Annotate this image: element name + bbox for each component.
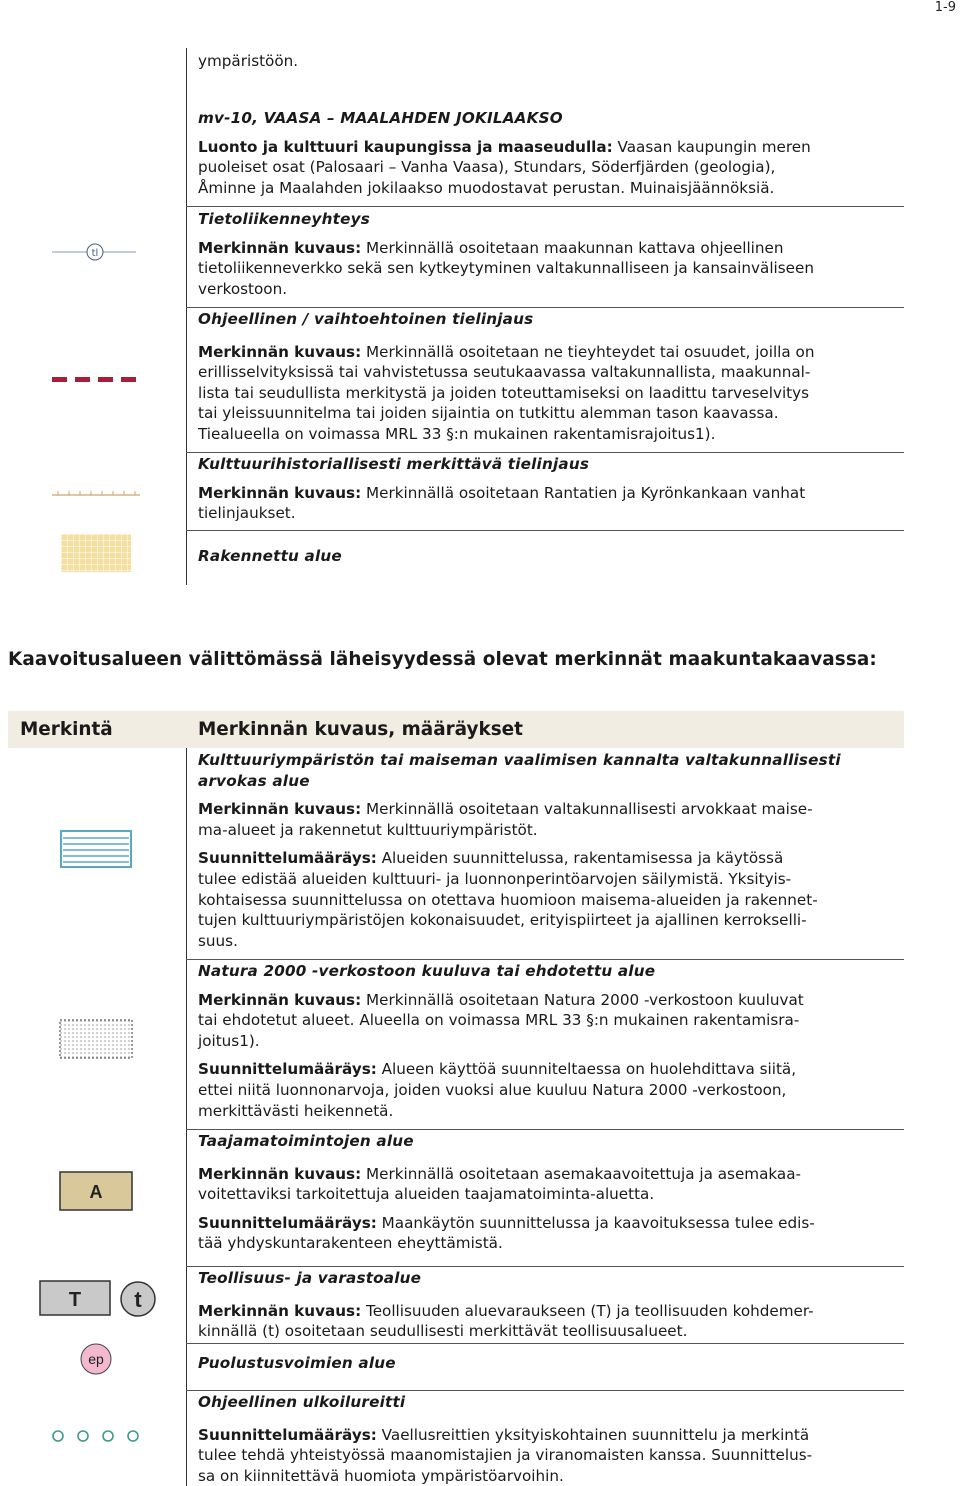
desc-line-2: ma-alueet ja rakennetut kulttuuriympäristöt.: [198, 820, 538, 839]
reg-line-2: tää yhdyskuntarakenteen eheyttämistä.: [198, 1234, 503, 1253]
row-divider: [186, 206, 904, 207]
reg-line-1: [198, 1213, 898, 1234]
area-text-1: Vaasan kaupungin meren: [612, 137, 811, 156]
telecom-line-symbol: [50, 240, 142, 264]
desc-line-1: [198, 483, 898, 504]
historical-road-symbol: [50, 488, 142, 500]
trail-symbol: [48, 1428, 144, 1444]
desc-line-2: tietoliikenneverkko sekä sen kytkeytyminen valtakunnalliseen ja kansainväliseen: [198, 259, 814, 278]
reg-text-1: Maankäytön suunnittelussa ja kaavoituksessa tulee edis-: [376, 1213, 815, 1232]
row-defence: [198, 1353, 898, 1374]
desc-line-1: [198, 238, 898, 259]
row-urban: [198, 1131, 898, 1254]
built-area-symbol: [61, 534, 131, 572]
natura-area-symbol: [59, 1019, 133, 1059]
row-title: Rakennettu alue: [198, 547, 342, 565]
desc-line-2: erillisselvityksissä tai vahvistetussa seutukaavassa valtakunnallista, maakunnal-: [198, 363, 811, 382]
industry-point-symbol: [119, 1280, 157, 1318]
reg-label: Suunnittelumääräys:: [198, 849, 377, 868]
reg-label: Suunnittelumääräys:: [198, 1425, 377, 1444]
desc-label: Merkinnän kuvaus:: [198, 483, 362, 502]
table-header: [8, 711, 904, 748]
section-heading: Kaavoitusalueen välittömässä läheisyydessä olevat merkinnät maakuntakaavassa:: [8, 649, 877, 670]
row-divider: [186, 530, 904, 531]
desc-text-1: Merkinnällä osoitetaan Rantatien ja Kyrönkankaan vanhat: [361, 483, 806, 502]
row-divider: [186, 959, 904, 960]
column-divider-bottom: [186, 711, 187, 1486]
reg-label: Suunnittelumääräys:: [198, 1213, 377, 1232]
row-divider: [186, 1343, 904, 1344]
reg-line-3: merkittävästi heikennetä.: [198, 1101, 394, 1120]
reg-line-3: kohtaisessa suunnittelussa on otettava huomioon maisema-alueiden ja rakennet-: [198, 890, 818, 909]
row-title-1: Kulttuuriympäristön tai maiseman vaalimisen kannalta valtakunnallisesti: [198, 751, 841, 769]
area-label: Luonto ja kulttuuri kaupungissa ja maaseudulla:: [198, 137, 613, 156]
reg-line-2: tulee edistää alueiden kulttuuri- ja luonnonperintöarvojen säilymistä. Yksityis-: [198, 869, 792, 888]
reg-line-2: tulee tehdä yhteistyössä maanomistajien ja viranomaisten kanssa. Suunnittelus-: [198, 1446, 813, 1465]
landscape-area-symbol: [60, 830, 132, 868]
defence-area-symbol: [79, 1342, 113, 1376]
row-built-area: [198, 546, 898, 567]
desc-line-1: [198, 799, 898, 820]
row-title-1: Natura 2000 -verkostoon kuuluva tai ehdotettu alue: [198, 962, 656, 980]
desc-text-1: Merkinnällä osoitetaan Natura 2000 -verkostoon kuuluvat: [361, 990, 804, 1009]
desc-line-2: tielinjaukset.: [198, 504, 296, 523]
row-divider: [186, 1266, 904, 1267]
area-line-3: Åminne ja Maalahden jokilaakso muodostavat perustan. Muinaisjäännöksiä.: [198, 178, 775, 197]
desc-line-3: lista tai seudullista merkitystä ja joiden toteuttamiseksi on laadittu tarveselvitys: [198, 383, 810, 402]
row-title-1: Ohjeellinen ulkoilureitti: [198, 1393, 406, 1411]
industry-area-symbol: [39, 1280, 111, 1316]
continuation: ympäristöön.: [198, 52, 299, 70]
row-historical-road: [198, 454, 898, 524]
row-landscape: [198, 750, 898, 951]
reg-line-3: sa on kiinnitettävä huomiota ympäristöarvoihin.: [198, 1466, 564, 1485]
desc-label: Merkinnän kuvaus:: [198, 238, 362, 257]
desc-line-1: [198, 990, 898, 1011]
row-industry: [198, 1268, 898, 1342]
row-title: Ohjeellinen / vaihtoehtoinen tielinjaus: [198, 310, 534, 328]
row-title-1: Puolustusvoimien alue: [198, 1354, 396, 1372]
area-code: mv-10, VAASA – MAALAHDEN JOKILAAKSO: [198, 109, 563, 127]
desc-line-3: verkostoon.: [198, 279, 288, 298]
desc-label: Merkinnän kuvaus:: [198, 800, 362, 819]
reg-text-1: Alueen käyttöä suunniteltaessa on huolehdittava siitä,: [376, 1060, 797, 1079]
desc-text-1: Merkinnällä osoitetaan valtakunnallisesti arvokkaat maise-: [361, 800, 813, 819]
reg-line-5: suus.: [198, 931, 238, 950]
desc-line-3: joitus1).: [198, 1031, 260, 1050]
desc-line-4: tai yleissuunnitelma tai joiden sijaintia on tutkittu alemman tason kaavassa.: [198, 404, 779, 423]
row-trail: [198, 1392, 898, 1486]
desc-line-2: tai ehdotetut alueet. Alueella on voimassa MRL 33 §:n mukainen rakentamisra-: [198, 1011, 800, 1030]
urban-area-symbol: [59, 1171, 133, 1211]
desc-line-2: kinnällä (t) osoitetaan seudullisesti merkittävät teollisuusalueet.: [198, 1322, 688, 1341]
reg-label: Suunnittelumääräys:: [198, 1060, 377, 1079]
row-tietoliikenne: [198, 209, 898, 299]
column-divider-top: [186, 48, 187, 585]
column-header-description: Merkinnän kuvaus, määräykset: [198, 719, 523, 740]
reg-text-1: Alueiden suunnittelussa, rakentamisessa ja käytössä: [376, 849, 784, 868]
row-title-1: Teollisuus- ja varastoalue: [198, 1269, 422, 1287]
desc-line-5: Tiealueella on voimassa MRL 33 §:n mukainen rakentamisrajoitus1).: [198, 424, 716, 443]
desc-text-1: Merkinnällä osoitetaan ne tieyhteydet tai osuudet, joilla on: [361, 342, 815, 361]
urban-symbol-label: A: [89, 1182, 103, 1202]
telecom-symbol-label: tl: [91, 248, 99, 259]
continuation-text: [198, 51, 898, 72]
dashed-road-symbol: [50, 375, 142, 385]
desc-label: Merkinnän kuvaus:: [198, 1164, 362, 1183]
industry-symbol-label: T: [68, 1289, 82, 1311]
row-divider: [186, 307, 904, 308]
reg-line-4: tujen kulttuuriympäristöjen kokonaisuudet, erityispiirteet ja ajallinen kerrokselli-: [198, 911, 807, 930]
desc-label: Merkinnän kuvaus:: [198, 1301, 362, 1320]
area-line-1: [198, 137, 898, 158]
row-title-2: arvokas alue: [198, 771, 310, 790]
row-tielinjaus: [198, 309, 898, 445]
desc-line-2: voitettaviksi tarkoitettuja alueiden taajamatoiminta-aluetta.: [198, 1185, 655, 1204]
desc-text-1: Merkinnällä osoitetaan maakunnan kattava ohjeellinen: [361, 238, 784, 257]
desc-line-1: [198, 1164, 898, 1185]
row-title: Kulttuurihistoriallisesti merkittävä tielinjaus: [198, 455, 590, 473]
desc-text-1: Merkinnällä osoitetaan asemakaavoitettuja ja asemakaa-: [361, 1164, 802, 1183]
row-divider: [186, 1129, 904, 1130]
desc-label: Merkinnän kuvaus:: [198, 342, 362, 361]
row-title: Tietoliikenneyhteys: [198, 210, 370, 228]
reg-line-1: [198, 1425, 898, 1446]
industry-point-label: t: [134, 1287, 142, 1312]
row-divider: [186, 452, 904, 453]
area-block: [198, 108, 898, 198]
column-header-symbol: Merkintä: [20, 719, 113, 740]
defence-symbol-label: ep: [88, 1351, 104, 1367]
row-natura: [198, 961, 898, 1121]
page-number: 1-9: [934, 0, 956, 15]
reg-line-2: ettei niitä luonnonarvoja, joiden vuoksi alue kuuluu Natura 2000 -verkostoon,: [198, 1080, 787, 1099]
desc-label: Merkinnän kuvaus:: [198, 990, 362, 1009]
area-line-2: puoleiset osat (Palosaari – Vanha Vaasa), Stundars, Söderfjärden (geologia),: [198, 158, 776, 177]
row-title-1: Taajamatoimintojen alue: [198, 1132, 414, 1150]
desc-line-1: [198, 1301, 898, 1322]
reg-line-1: [198, 848, 898, 869]
desc-line-1: [198, 342, 898, 363]
desc-text-1: Teollisuuden aluevaraukseen (T) ja teollisuuden kohdemer-: [361, 1301, 814, 1320]
reg-text-1: Vaellusreittien yksityiskohtainen suunnittelu ja merkintä: [376, 1425, 810, 1444]
reg-line-1: [198, 1059, 898, 1080]
row-divider: [186, 1390, 904, 1391]
